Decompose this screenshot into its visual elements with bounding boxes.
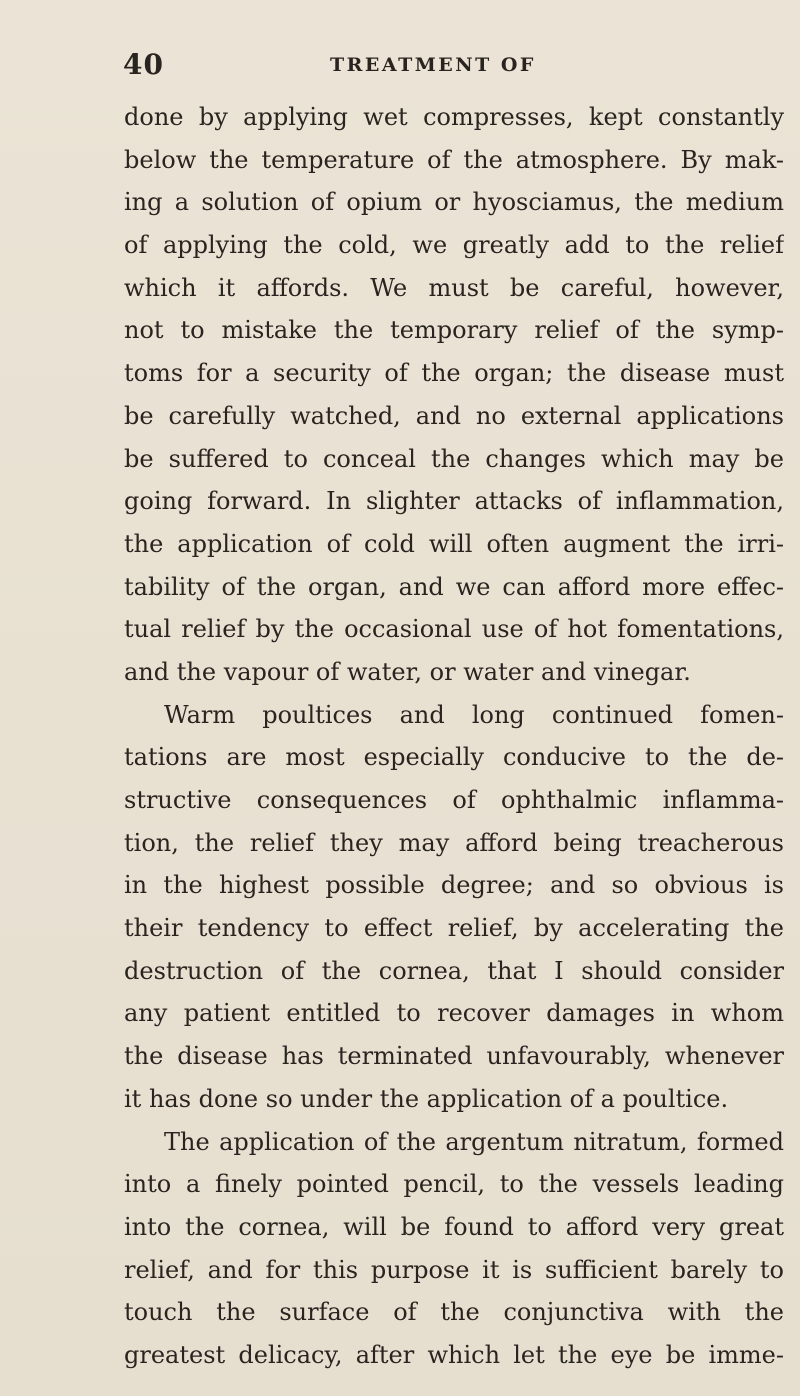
text-line: greatest delicacy, after which let the eye be imme- xyxy=(124,1340,784,1369)
text-line: be suffered to conceal the changes which may be xyxy=(124,444,784,473)
text-line: below the temperature of the atmosphere. By mak- xyxy=(124,145,784,174)
text-line: it has done so under the application of a poultice. xyxy=(124,1084,729,1113)
text-line: which it affords. We must be careful, however, xyxy=(124,273,784,302)
text-line: destruction of the cornea, that I should consider xyxy=(124,956,784,985)
text-line: going forward. In slighter attacks of inflammation, xyxy=(124,487,784,516)
text-line: not to mistake the temporary relief of the symp- xyxy=(124,316,784,345)
text-line: toms for a security of the organ; the disease must xyxy=(124,359,784,388)
text-line: into a finely pointed pencil, to the vessels leading xyxy=(124,1170,784,1199)
text-line: their tendency to effect relief, by accelerating the xyxy=(124,914,784,943)
page-number: 40 xyxy=(123,48,164,81)
text-line: tual relief by the occasional use of hot fomentations, xyxy=(124,615,784,644)
body-text xyxy=(124,96,784,1377)
text-line: the application of cold will often augment the irri- xyxy=(124,529,784,558)
paragraph-start-line: The application of the argentum nitratum, formed xyxy=(164,1127,784,1156)
text-line: into the cornea, will be found to afford very great xyxy=(124,1212,784,1241)
paragraph-start-line: Warm poultices and long continued fomen- xyxy=(164,700,784,729)
text-line: be carefully watched, and no external applications xyxy=(124,401,784,430)
text-line: of applying the cold, we greatly add to the relief xyxy=(124,231,784,260)
text-line: tations are most especially conducive to the de- xyxy=(124,743,784,772)
text-line: any patient entitled to recover damages in whom xyxy=(124,999,784,1028)
page-header xyxy=(0,48,800,88)
text-line: ing a solution of opium or hyosciamus, the medium xyxy=(124,188,784,217)
text-line: relief, and for this purpose it is sufficient barely to xyxy=(124,1255,784,1284)
text-line: done by applying wet compresses, kept constantly xyxy=(124,103,784,131)
text-line: structive consequences of ophthalmic inflamma- xyxy=(124,786,784,814)
text-line: tion, the relief they may afford being treacherous xyxy=(124,828,784,857)
text-line: the disease has terminated unfavourably, whenever xyxy=(124,1042,784,1071)
text-line: and the vapour of water, or water and vinegar. xyxy=(124,657,691,686)
text-line: in the highest possible degree; and so obvious is xyxy=(124,871,784,900)
text-line: tability of the organ, and we can afford more effec- xyxy=(124,572,784,601)
text-line: touch the surface of the conjunctiva with the xyxy=(124,1298,784,1327)
running-head: TREATMENT OF xyxy=(330,54,536,76)
